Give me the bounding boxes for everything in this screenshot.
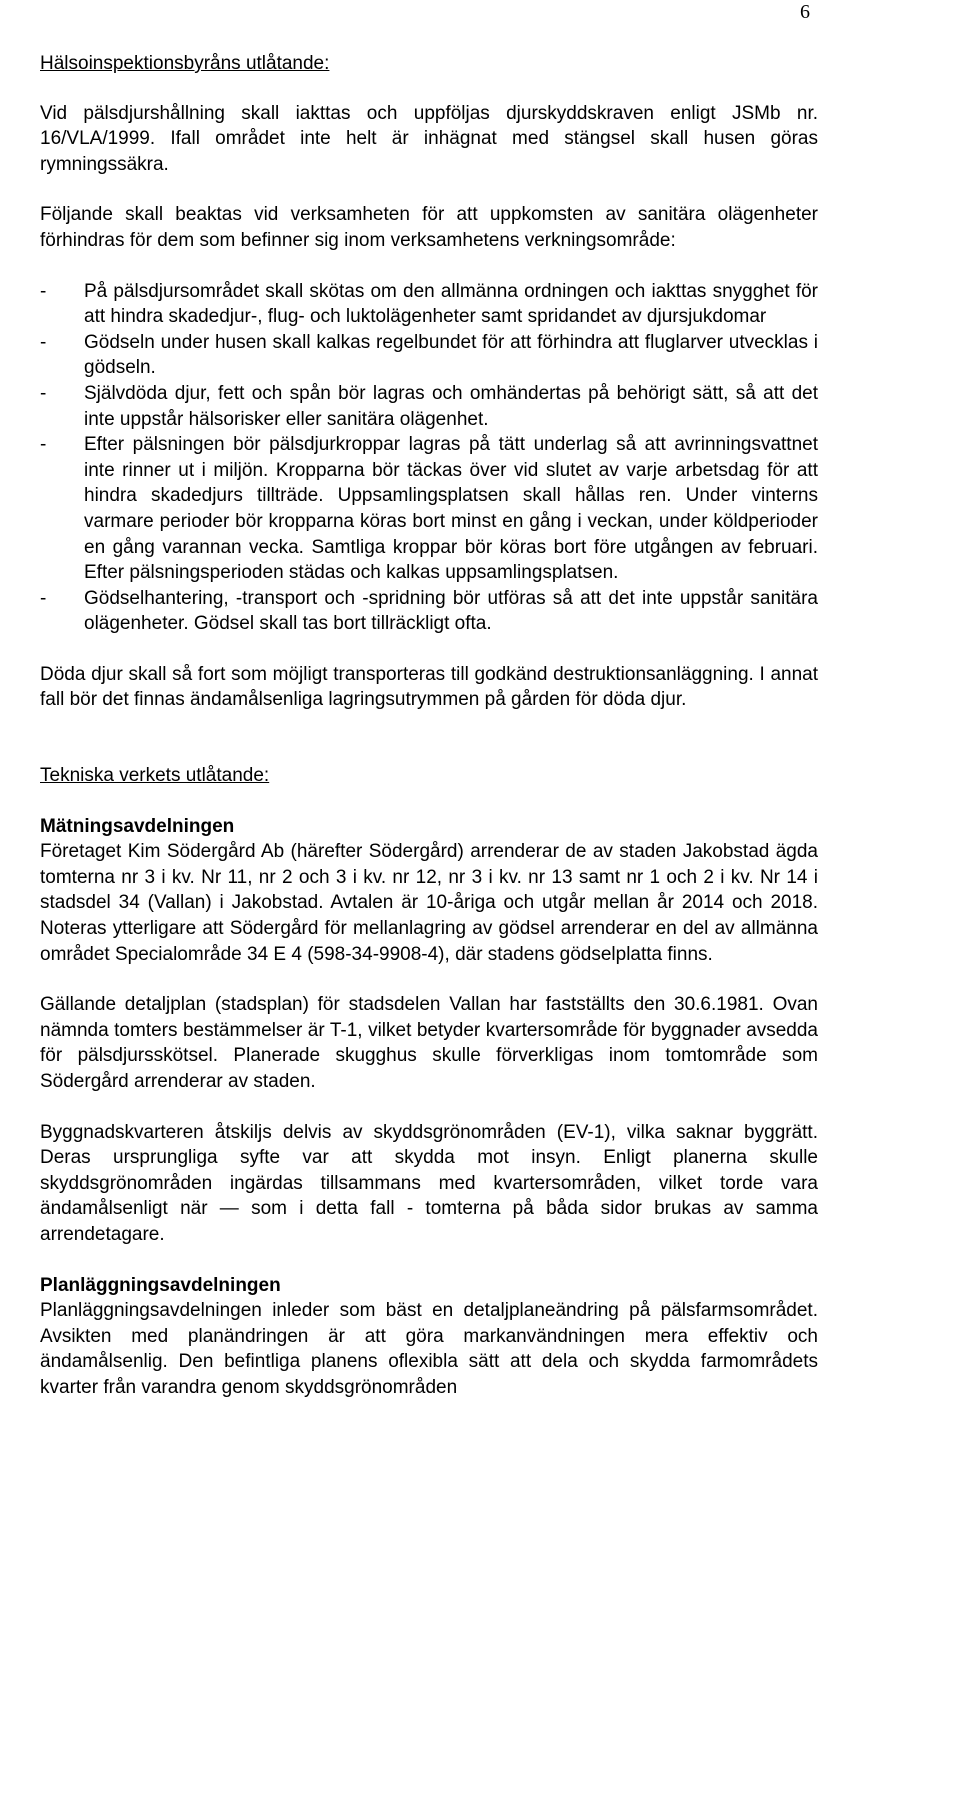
document-body: [40, 44, 818, 1401]
health-inspection-heading: Hälsoinspektionsbyråns utlåtande:: [40, 53, 330, 74]
survey-department-heading: Mätningsavdelningen: [40, 815, 235, 837]
list-item: - Självdöda djur, fett och spån bör lagras och omhändertas på behörigt sätt, så att det inte uppstår hälsorisker eller sanitära olägenhet.: [40, 381, 818, 432]
planning-paragraph-1: Planläggningsavdelningen inleder som bäst en detaljplaneändring på pälsfarmsområdet. Avsikten med planändringen är att göra markanvändningen mera effektiv och ändamålsenlig. Den befintliga planens oflexibla sätt att dela och skydda farmområdets kvarter från varandra genom skyddsgrönområden: [40, 1300, 818, 1398]
page-number: 6: [800, 1, 810, 23]
survey-paragraph-1: Företaget Kim Södergård Ab (härefter Södergård) arrenderar de av staden Jakobstad ägda tomterna nr 3 i kv. Nr 11, nr 2 och 3 i kv. nr 12, nr 3 i kv. nr 13 samt nr 1 och 2 i kv. Nr 14 i stadsdel 34 (Vallan) i Jakobstad. Avtalen är 10-åriga och utgår mellan år 2014 och 2018. Noteras ytterligare att Södergård för mellanlagring av gödsel arrenderar en del av allmänna området Specialområde 34 E 4 (598-34-9908-4), där stadens gödselplatta finns.: [40, 841, 818, 965]
list-item: - Gödselhantering, -transport och -spridning bör utföras så att det inte uppstår sanitära olägenheter. Gödsel skall tas bort tillräckligt ofta.: [40, 586, 818, 637]
health-paragraph-3: Döda djur skall så fort som möjligt transporteras till godkänd destruktionsanläggning. I annat fall bör det finnas ändamålsenliga lagringsutrymmen på gården för döda djur.: [40, 663, 818, 711]
list-item: - På pälsdjursområdet skall skötas om den allmänna ordningen och iakttas snygghet för att hindra skadedjur-, flug- och luktolägenheter samt spridandet av djursjukdomar: [40, 279, 818, 330]
health-paragraph-2: Följande skall beaktas vid verksamheten för att uppkomsten av sanitära olägenheter förhindras för dem som befinner sig inom verksamhetens verkningsområde:: [40, 204, 818, 251]
survey-paragraph-3: Byggnadskvarteren åtskiljs delvis av skyddsgrönområden (EV-1), vilka saknar byggrätt. Deras ursprungliga syfte var att skydda mot insyn. Enligt planerna skulle skyddsgrönområden ingärdas tillsammans med kvartersområden, vilket torde vara ändamålsenligt när — som i detta fall - tomterna på båda sidor brukas av samma arrendetagare.: [40, 1121, 818, 1245]
list-item: - Gödseln under husen skall kalkas regelbundet för att förhindra att fluglarver utvecklas i gödseln.: [40, 330, 818, 381]
technical-heading: Tekniska verkets utlåtande:: [40, 765, 270, 787]
list-item: - Efter pälsningen bör pälsdjurkroppar lagras på tätt underlag så att avrinningsvattnet inte rinner ut i miljön. Kropparna bör täckas över vid slutet av varje arbetsdag för att hindra skadedjurs tillträde. Uppsamlingsplatsen skall hållas ren. Under vinterns varmare perioder bör kropparna köras bort minst en gång i veckan, under köldperioder en gång varannan vecka. Samtliga kroppar bör köras bort före utgången av februari. Efter pälsningsperioden städas och kalkas uppsamlingsplatsen.: [40, 432, 818, 586]
survey-paragraph-2: Gällande detaljplan (stadsplan) för stadsdelen Vallan har fastställts den 30.6.1981. Ovan nämnda tomters bestämmelser är T-1, vilket betyder kvartersområde för byggnader avsedda för pälsdjursskötsel. Planerade skugghus skulle förverkligas inom tomtområde som Södergård arrenderar av staden.: [40, 994, 818, 1092]
planning-department-heading: Planläggningsavdelningen: [40, 1274, 281, 1296]
health-paragraph-1: Vid pälsdjurshållning skall iakttas och uppföljas djurskyddskraven enligt JSMb nr. 16/VLA/1999. Ifall området inte helt är inhägnat med stängsel skall husen göras rymningssäkra.: [40, 102, 818, 175]
requirements-list: [40, 279, 818, 637]
